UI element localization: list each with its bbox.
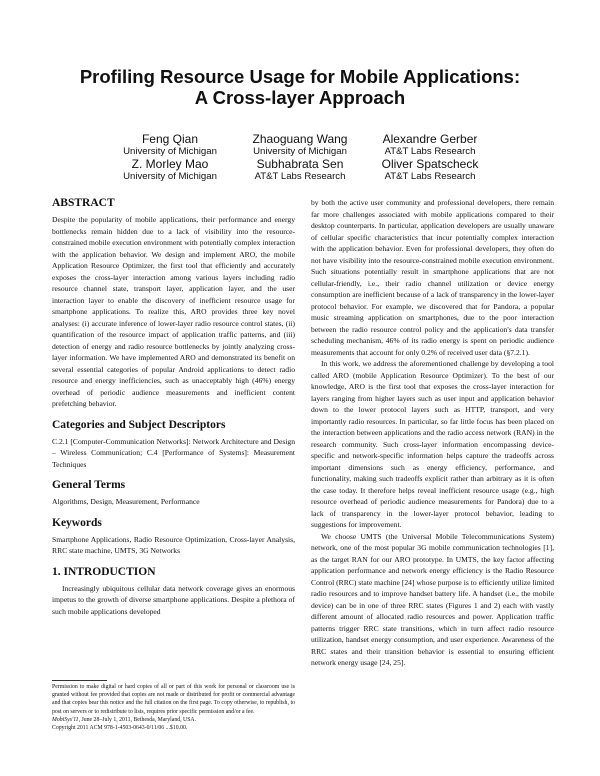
keywords-heading: Keywords — [52, 516, 102, 529]
left-column — [52, 196, 295, 617]
author-name: Zhaoguang Wang — [252, 132, 348, 146]
author-affiliation: AT&T Labs Research — [384, 146, 476, 157]
categories-heading: Categories and Subject Descriptors — [52, 418, 226, 431]
title-line-1: Profiling Resource Usage for Mobile Applications: — [79, 66, 521, 87]
author-name: Z. Morley Mao — [131, 157, 209, 171]
author-name: Feng Qian — [141, 132, 199, 146]
venue-details: June 28–July 1, 2011, Bethesda, Maryland, USA. — [80, 716, 197, 723]
venue-line — [52, 716, 295, 724]
author-block — [345, 132, 515, 158]
general-terms-text: Algorithms, Design, Measurement, Performance — [52, 497, 200, 506]
author-name: Alexandre Gerber — [382, 132, 478, 146]
title-line-2: A Cross-layer Approach — [194, 87, 406, 108]
permission-block — [52, 680, 295, 732]
author-affiliation: AT&T Labs Research — [384, 171, 476, 182]
author-affiliation: AT&T Labs Research — [254, 171, 346, 182]
abstract-heading: ABSTRACT — [52, 197, 115, 209]
author-name: Oliver Spatscheck — [381, 157, 479, 171]
author-name: Subhabrata Sen — [256, 157, 344, 171]
intro-paragraph-2: In this work, we address the aforementioned challenge by developing a tool called ARO (mobile Application Resource Optimizer). To the best of our knowledge, ARO is the first tool that exposes the cross-layer interaction for layers ranging from higher layers such as user input and application behavior down to the lower protocol layers such as HTTP, transport, and very importantly radio resources. In particular, so far little focus has been placed on the interaction between applications and the radio access network (RAN) in the research community. Such cross-layer information encompassing device-specific and network-specific information helps capture the tradeoffs across important dimensions such as energy efficiency, performance, and functionality, making such tradeoffs explicit rather than arbitrary as it is often the case today. It therefore helps reveal inefficient resource usage (e.g., high resource overhead of periodic audience measurements for Pandora) due to a lack of transparency in the lower-layer protocol behavior, leading to suggestions for improvement. — [311, 359, 554, 529]
keywords-text: Smartphone Applications, Radio Resource Optimization, Cross-layer Analysis, RRC state machine, UMTS, 3G Networks — [52, 534, 295, 555]
footnote-rule — [52, 680, 107, 681]
general-terms-heading: General Terms — [52, 479, 126, 491]
venue-name: MobiSys'11, — [52, 716, 81, 723]
permission-text: Permission to make digital or hard copies of all or part of this work for personal or classroom use is granted without fee provided that copies are not made or distributed for profit or commercial advantage and that copies bear this notice and the full citation on the first page. To copy otherwise, to republish, to post on servers or to redistribute to lists, requires prior specific permission and/or a fee. — [52, 684, 295, 715]
paper-title — [20, 66, 580, 108]
right-column — [311, 197, 554, 669]
introduction-heading: 1. INTRODUCTION — [52, 565, 156, 578]
categories-text: C.2.1 [Computer-Communication Networks]: Network Architecture and Design – Wireless Communication; C.4 [Performance of Systems]: Measurement Techniques — [52, 436, 295, 469]
intro-paragraph-1-continued: by both the active user community and professional developers, there remain far more challenges associated with mobile applications compared to their desktop counterparts. In particular, application developers are usually unaware of cellular specific characteristics that incur potentially complex interaction with the application behavior. Even for professional developers, they often do not have visibility into the resource-constrained mobile execution environment. Such situations potentially result in smartphone applications that are not cellular-friendly, i.e., their radio channel utilization or device energy consumption are inefficient because of a lack of transparency in the lower-layer protocol behavior. For example, we discovered that for Pandora, a popular music streaming application on smartphones, due to the poor interaction between the radio resource control policy and the application's data transfer scheduling mechanism, 46% of its radio energy is spent on periodic audience measurements that account for only 0.2% of received user data (§7.2.1). — [311, 198, 554, 357]
intro-paragraph-3: We choose UMTS (the Universal Mobile Telecommunications System) network, one of the most popular 3G mobile communication technologies [1], as the target RAN for our ARO prototype. In UMTS, the key factor affecting application performance and network energy efficiency is the Radio Resource Control (RRC) state machine [24] whose purpose is to efficiently utilize limited radio resources and to improve handset battery life. A handset (i.e., the mobile device) can be in one of three RRC states (Figures 1 and 2) each with vastly different amount of allocated radio resources and power. Application traffic patterns trigger RRC state transitions, which in turn affect radio resource utilization, handset energy consumption, and user experience. Awareness of the RRC states and their transition behavior is essential to ensuring efficient network energy usage [24, 25]. — [311, 531, 554, 667]
author-block — [345, 157, 515, 183]
intro-paragraph-1: Increasingly ubiquitous cellular data network coverage gives an enormous impetus to the growth of diverse smartphone applications. Despite a plethora of such mobile applications developed — [52, 583, 295, 616]
author-affiliation: University of Michigan — [123, 171, 217, 182]
author-affiliation: University of Michigan — [253, 146, 347, 157]
copyright-line: Copyright 2011 ACM 978-1-4503-0643-0/11/06 ...$10.00. — [52, 725, 188, 732]
abstract-text: Despite the popularity of mobile applications, their performance and energy bottlenecks remain hidden due to a lack of visibility into the resource-constrained mobile execution environment with potentially complex interaction with the application behavior. We design and implement ARO, the mobile Application Resource Optimizer, the first tool that efficiently and accurately exposes the cross-layer interaction among various layers including radio resource channel state, transport layer, application layer, and the user interaction layer to enable the discovery of inefficient resource usage for smartphone applications. To realize this, ARO provides three key novel analyses: (i) accurate inference of lower-layer radio resource control states, (ii) quantification of the resource impact of application traffic patterns, and (iii) detection of energy and radio resource bottlenecks by jointly analyzing cross-layer information. We have implemented ARO and demonstrated its benefit on several essential categories of popular Android applications to detect radio resource and energy inefficiencies, such as unacceptably high (46%) energy overhead of periodic audience measurements and inefficient content prefetching behavior. — [52, 215, 295, 408]
author-affiliation: University of Michigan — [123, 146, 217, 157]
